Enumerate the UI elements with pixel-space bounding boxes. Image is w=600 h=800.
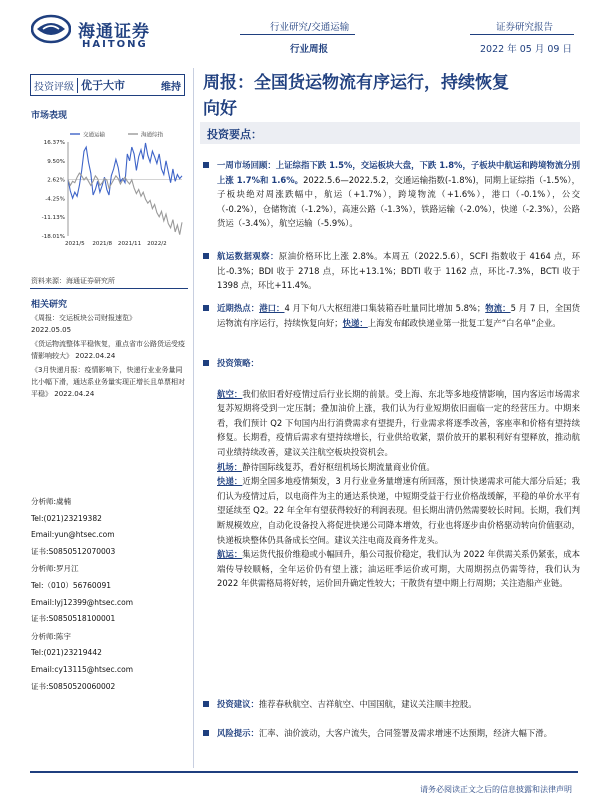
analyst-name: 分析师:陈宇 xyxy=(31,631,72,641)
header-category: 行业研究/交通运输 xyxy=(270,22,350,33)
strategy-text: 静待国际线复苏，看好枢纽机场长期流量商业价值。 xyxy=(242,461,435,472)
strategy-express xyxy=(217,474,580,547)
express-label: 快递： xyxy=(342,317,368,328)
bullet-text xyxy=(217,301,580,330)
logistics-text: 5 月 7 日，全国货运物流有序运行，持续恢复向好； xyxy=(217,303,580,328)
analyst-cert: 证书:S0850512070003 xyxy=(31,546,116,556)
bullet-body: 汇率、油价波动，大客户流失，合同签署及需求增速不达预期，经济大幅下滑。 xyxy=(258,728,552,738)
related-item-title[interactable]: 《货运物流整体平稳恢复，重点省市公路货运受疫情影响较大》 xyxy=(31,340,185,360)
bullet-hot-topics xyxy=(200,301,580,330)
strategy-label: 航空： xyxy=(217,388,243,399)
bullet-risk xyxy=(200,726,580,741)
analyst-email[interactable]: Email:lyj12399@htsec.com xyxy=(31,597,134,607)
report-title xyxy=(203,70,583,122)
strategy-airport xyxy=(217,460,580,475)
strategy-text: 集运货代报价维稳或小幅回升，船公司报价稳定，我们认为 2022 年供需关系仍紧张，成本端传导较顺畅，全年运价仍有望上涨；油运旺季运价或可期，大周期拐点仍需等待，我们认为 2022 年供需格局将好转，运价回升确定性较大；干散货有望中期上行周期；关注造船产业链。 xyxy=(217,549,581,589)
column-divider xyxy=(193,68,194,768)
analyst-email[interactable]: Email:cy13115@htsec.com xyxy=(31,664,133,674)
footer-rule xyxy=(30,771,578,773)
related-item-title[interactable]: 《周报：交运板块公司财报速览》 xyxy=(31,314,136,322)
header-subcategory: 行业周报 xyxy=(290,44,329,55)
related-item[interactable] xyxy=(31,338,189,362)
bullet-lead: 投资策略： xyxy=(217,358,259,368)
strategy-block xyxy=(217,387,580,591)
x-tick-label: 2021/11 xyxy=(117,241,142,247)
bullet-recommendation xyxy=(200,697,580,712)
related-heading: 相关研究 xyxy=(31,300,68,310)
logo-chinese: 海通证券 xyxy=(78,22,150,42)
bullet-lead: 投资建议： xyxy=(217,699,259,709)
title-line-2: 向好 xyxy=(203,99,237,119)
y-tick-label: 2.62% xyxy=(47,177,65,184)
bullet-square-icon xyxy=(203,305,209,311)
related-item[interactable] xyxy=(31,364,189,400)
express-text: 上海发布邮政快递业第一批复工复产“白名单”企业。 xyxy=(367,317,561,328)
sidebar-divider xyxy=(30,288,188,289)
bullet-lead: 近期热点： xyxy=(217,303,260,313)
rating-action: 维持 xyxy=(161,81,181,93)
analyst-tel: Tel:(021)23219382 xyxy=(31,513,102,523)
related-item-date: 2022.04.24 xyxy=(54,390,95,398)
market-source: 资料来源：海通证券研究所 xyxy=(31,277,115,285)
key-points-heading: 投资要点： xyxy=(207,128,262,141)
bullet-body: 原油价格环比上涨 2.8%。本周五（2022.5.6），SCFI 指数收于 4164 点，环比-0.3%；BDI 收于 2718 点，环比+13.1%；BDTI 收于 1162 点，环比-7.3%，BCTI 收于 1398 点，环比+11.4%。 xyxy=(217,251,580,291)
key-points-bar xyxy=(200,122,580,144)
bullet-body: 2022.5.6—2022.5.2，交通运输指数(-1.8%)，同期上证综指（-1.5%），子板块绝对周涨跌幅中，航运（+1.7%），跨境物流（+1.6%），港口（-0.1%），公交（-0.2%），仓储物流（-1.2%），高速公路（-1.3%），铁路运输（-2.0%），快递（-2.3%），公路货运（-3.4%），航空运输（-5.9%）。 xyxy=(217,174,580,229)
related-item-date: 2022.04.24 xyxy=(75,352,116,360)
bullet-strategy xyxy=(200,356,580,591)
bullet-lead: 航运数据观察： xyxy=(217,251,279,261)
bullet-shipping-data xyxy=(200,249,580,293)
bullet-text xyxy=(217,697,580,712)
strategy-label: 机场： xyxy=(217,461,243,472)
bullet-square-icon xyxy=(203,730,209,736)
title-line-1: 周报：全国货运物流有序运行，持续恢复 xyxy=(203,73,509,93)
related-item-date: 2022.05.05 xyxy=(31,326,72,334)
bullet-lead: 一周市场回顾：上证综指下跌 1.5%，交运板块大盘，下跌 1.8%，子板块中航运和跨境物流分别上涨 1.7%和 1.6%。 xyxy=(217,160,580,185)
strategy-text: 我们依旧看好疫情过后行业长期的前景。受上海、东北等多地疫情影响，国内客运市场需求复苏短期将受到一定压制；叠加油价上涨，我们认为行业短期依旧面临一定的经营压力。中期来看，我们预计 Q2 下旬国内出行消费需求有望提升，行业需求将逐季改善，客座率和价格有望持续修复。长期看，疫情后需求有望持续增长，行业供给收紧，票价放开的累积利好有望释放，推动航司业绩持续改善，建议关注航空板块投资机会。 xyxy=(217,388,581,457)
analyst-tel: Tel:（010）56760091 xyxy=(31,580,112,590)
bullet-text xyxy=(217,158,580,231)
related-list xyxy=(31,312,189,400)
related-item[interactable] xyxy=(31,312,189,336)
strategy-aviation xyxy=(217,387,580,460)
bullet-market-review xyxy=(200,158,580,231)
rating-box xyxy=(30,74,185,96)
y-tick-label: -18.01% xyxy=(41,234,65,240)
bullet-lead: 风险提示： xyxy=(217,728,259,738)
related-item-title[interactable]: 《3月快递月报：疫情影响下，快递行业业务量同比小幅下滑，通达系业务量实现正增长且单票相对平稳》 xyxy=(31,366,185,398)
market-heading: 市场表现 xyxy=(31,111,68,121)
analyst-name: 分析师:虞楠 xyxy=(31,497,72,506)
logo-english: HAITONG xyxy=(82,39,148,50)
report-date: 2022 年 05 月 09 日 xyxy=(480,44,572,55)
series-line xyxy=(68,143,182,198)
bullet-square-icon xyxy=(203,162,209,168)
bullet-text xyxy=(217,356,580,371)
analyst-card xyxy=(31,494,189,560)
header-rule-right xyxy=(470,34,574,35)
port-text: 4 月下旬八大枢纽港口集装箱吞吐量同比增加 5.8%； xyxy=(284,303,486,313)
rating-label: 投资评级 xyxy=(31,78,78,93)
analyst-card xyxy=(31,561,189,627)
analyst-name: 分析师:罗月江 xyxy=(31,564,79,574)
rating-value: 优于大市 xyxy=(81,79,125,92)
market-chart xyxy=(30,128,190,248)
bullet-body: 推荐春秋航空、吉祥航空、中国国航，建议关注顺丰控股。 xyxy=(258,699,477,709)
x-tick-label: 2021/8 xyxy=(92,241,113,247)
analyst-cert: 证书:S0850518100001 xyxy=(31,614,116,624)
analyst-email[interactable]: Email:yun@htsec.com xyxy=(31,530,115,540)
y-tick-label: -4.25% xyxy=(45,196,65,203)
header xyxy=(0,0,600,60)
legend-label: 交通运输 xyxy=(83,132,106,139)
bullet-square-icon xyxy=(203,360,209,366)
x-tick-label: 2022/2 xyxy=(147,241,167,247)
bullet-text xyxy=(217,726,580,741)
legend-label: 海通综指 xyxy=(141,132,164,139)
footer-disclaimer: 请务必阅读正文之后的信息披露和法律声明 xyxy=(420,785,572,794)
analyst-block xyxy=(31,494,189,695)
strategy-label: 快递： xyxy=(217,476,243,487)
y-tick-label: 16.37% xyxy=(43,140,65,146)
report-type: 证券研究报告 xyxy=(496,22,554,33)
y-tick-label: -11.13% xyxy=(41,215,65,222)
analyst-cert: 证书:S0850520060002 xyxy=(31,681,116,691)
strategy-text: 近期全国多地疫情频发，3 月行业业务量增速有所回落，预计快递需求可能大部分后延；我们认为疫情过后，以电商件为主的通达系快递，中短期受益于行业价格战缓解，平稳的单价水平有望延续至 Q2。22 年全年有望获得较好的利润表现。但长期出清仍然需要较长时间。长期，我们判断规模效应，自动化设备投入将促进快递公司降本增效，行业也将逐步由价格驱动转向价值驱动，快递板块整体仍具备成长空间。建议关注电商及商务件龙头。 xyxy=(217,476,580,545)
logo-emblem-icon xyxy=(31,14,71,44)
strategy-shipping xyxy=(217,547,580,591)
y-tick-label: 9.50% xyxy=(47,158,65,165)
analyst-card xyxy=(31,629,189,695)
bullet-square-icon xyxy=(203,701,209,707)
logistics-label: 物流： xyxy=(485,303,511,313)
strategy-label: 航运： xyxy=(217,549,243,560)
bullet-text xyxy=(217,249,580,293)
header-rule-left xyxy=(240,34,355,35)
x-tick-label: 2021/5 xyxy=(64,241,85,247)
analyst-tel: Tel:(021)23219442 xyxy=(31,648,102,658)
port-label: 港口： xyxy=(259,303,285,313)
bullet-square-icon xyxy=(203,253,209,259)
